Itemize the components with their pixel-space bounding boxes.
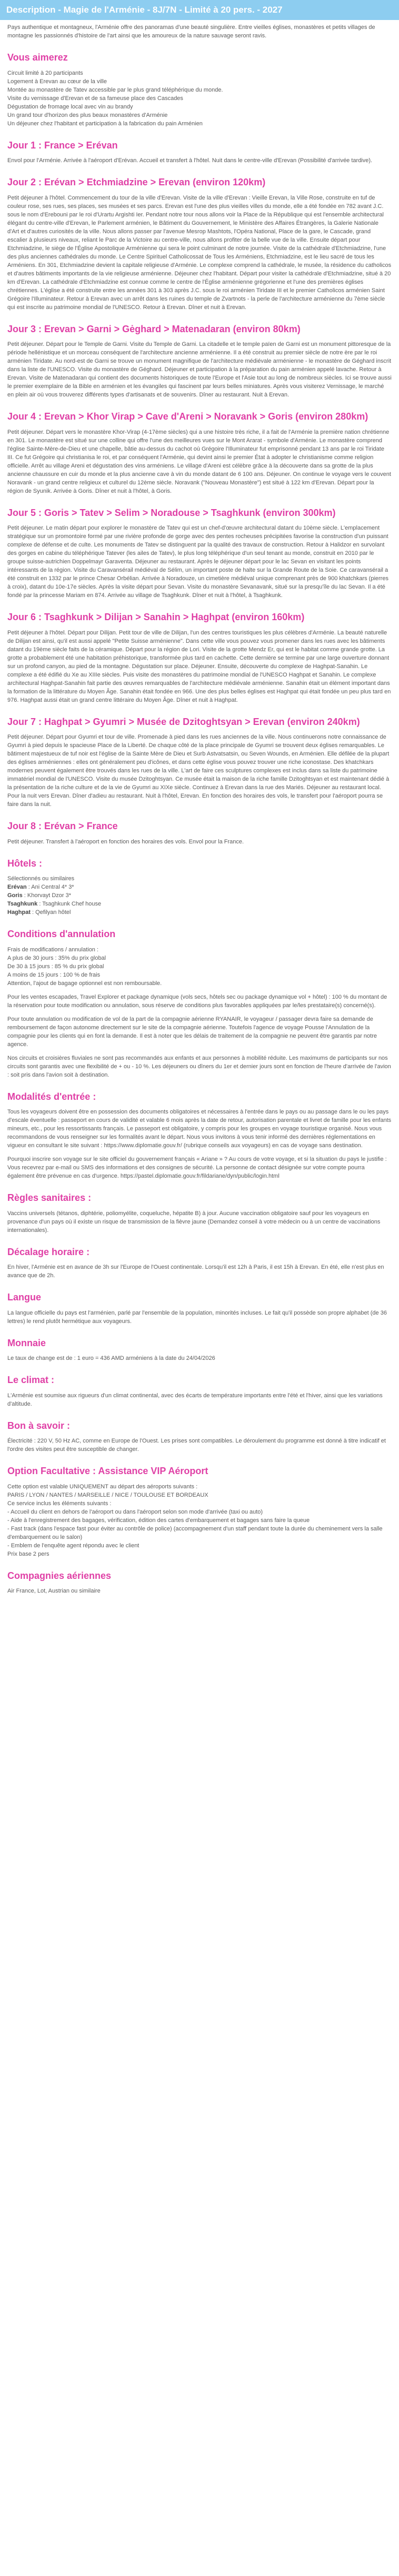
good-to-know-text: Électricité : 220 V, 50 Hz AC, comme en Europe de l'Ouest. Les prises sont compatibles. Le déroulement du programme est donné à titre indicatif et l'ordre des visites peut être susceptible de changer. — [7, 1438, 386, 1453]
intro-text: Pays authentique et montagneux, l'Arménie offre des panoramas d'une beauté singulière. Entre vieilles églises, monastères et petits villages de montagne les passionnés d'histoire de l'art ainsi que les amoureux de la nature sauvage seront ravis. — [7, 24, 375, 39]
list-item: Visite du vernissage d'Erevan et de sa fameuse place des Cascades — [7, 95, 183, 102]
day-4-text: Petit déjeuner. Départ vers le monastère Khor-Virap (4-17ème siècles) qui a une histoire très riche, il a fait de l'Arménie la première nation chrétienne en 301. Le monastère est situé sur une colline qui offre l'une des meilleures vues sur le Mont Ararat - symbole d'Arménie. Le monastère comprend l'église Sainte-Mère-de-Dieu et une chapelle, bâtie au-dessus du cachot où Grégoire l'Illuminateur fut emprisonné pendant 13 ans par le roi Tiridate III. Ce fut Grégoire qui christianisa le roi, et par conséquent l'Arménie, qui devint ainsi le premier État à adopter le christianisme comme religion officielle. Arrêt au village Areni et dégustation des vins arméniens. Le village d'Areni est célèbre grâce à la découverte dans sa grotte de la plus ancienne chaussure en cuir du monde et la plus ancienne cave à vin du monde datant de 6 100 ans. Déjeuner. On continue le voyage vers le couvent Noravank - un grand centre religieux et culturel du 12ème siècle. Noravank ("Nouveau Monastère") est situé à 122 km d'Erevan. Départ pour la région de Syunik. Arrivée à Goris. Dîner et nuit à l'hôtel, à Goris. — [7, 429, 391, 494]
airlines-text: Air France, Lot, Austrian ou similaire — [7, 1588, 101, 1595]
section-title-jour6: Jour 6 : Tsaghkunk > Dilijan > Sanahin > Haghpat (environ 160km) — [7, 612, 305, 623]
highlights-list — [7, 69, 392, 128]
hotels-subtitle: Sélectionnés ou similaires — [7, 876, 75, 882]
section-title-jour3: Jour 3 : Erevan > Garni > Gėghard > Matenadaran (environ 80km) — [7, 323, 301, 334]
hotels-list — [7, 874, 392, 917]
day-1-text: Envol pour l'Arménie. Arrivée à l'aéroport d'Erévan. Accueil et transfert à l'hôtel. Nuit dans le centre-ville d'Erevan (Possibilité d'arrivée tardive). — [7, 157, 373, 164]
hotel-city: Erévan — [7, 884, 27, 891]
section-title-langue: Langue — [7, 1292, 42, 1303]
hotel-city: Goris — [7, 892, 23, 899]
section-title-jour8: Jour 8 : Erévan > France — [7, 821, 118, 832]
section-title-jour2: Jour 2 : Erévan > Etchmiadzine > Erevan (environ 120km) — [7, 177, 266, 188]
section-title-monnaie: Monnaie — [7, 1337, 46, 1348]
section-title-sanitaires: Règles sanitaires : — [7, 1192, 92, 1204]
language-text: La langue officielle du pays est l'arménien, parlé par l'ensemble de la population, minorités incluses. Le fait qu'il possède son propre alphabet (de 36 lettres) le rend plutôt hermétique aux voyageurs. — [7, 1309, 387, 1325]
section-title-aimerez: Vous aimerez — [7, 52, 68, 63]
list-item: Montée au monastère de Tatev accessible par le plus grand téléphérique du monde. — [7, 86, 223, 93]
climate-text: L'Arménie est soumise aux rigueurs d'un climat continental, avec des écarts de température importants entre l'été et l'hiver, ainsi que les variations d'altitude. — [7, 1392, 383, 1407]
currency-text: Le taux de change est de : 1 euro = 436 AMD arméniens à la date du 24/04/2026 — [7, 1355, 215, 1362]
day-2-text: Petit déjeuner à l'hôtel. Commencement du tour de la ville d'Erevan. Visite de la ville d'Erevan : Vieille Erevan, la Ville Rose, construite en tuf de couleur rose, ses rues, ses places, ses musées et ses parcs. Erevan est l'une des plus vieilles villes du monde, elle a été fondée en 782 avant J.C. sous le nom d'Erebouni par le roi d'Urartu Argishti Ier. Pendant notre tour nous allons voir la Place de la République qui est l'ensemble architectural élégant du centre-ville d'Erevan, le Parlement arménien, le Bâtiment du Gouvernement, le Ministère des Affaires Étrangères, la Galerie Nationale d'Art et d'autres curiosités de la ville. Nous allons passer par l'avenue Mesrop Mashtots, l'Opéra National, Place de la gare, le Cascade, grand escalier à plusieurs niveaux, reliant le Parc de la Victoire au centre-ville, nous allons profiter de la belle vue de la ville. Ensuite départ pour Etchmiadzine, le siège de l'Église Apostolique Arménienne qui sera le point culminant de notre journée. Visite de la cathédrale d'Etchmiadzine, l'une des plus anciennes cathédrales du monde. Le Centre Spirituel Catholicossat de Tous les Arméniens, Etchmiadzine, est le lieu sacré de tous les Arméniens. En 301, Etchmiadzine devient la capitale religieuse d'Arménie. Le complexe comprend la cathédrale, le musée, la résidence du catholicos et d'autres bâtiments importants de la vie religieuse arménienne. Déjeuner chez l'habitant. Départ pour visiter la cathédrale d'Etchmiadzine, situé à 20 km d'Erevan. La cathédrale d'Etchmiadzine est connue comme le centre de l'Église arménienne grégorienne et l'une des premières églises chrétiennes. L'église a été construite entre les années 301 à 303 après J.C. sous le roi arménien Tiridate III et le premier Catholicos arménien Saint Grégoire l'Illuminateur. Retour à Erevan avec un arrêt dans les ruines du temple de Zvartnots - la perle de l'architecture arménienne du 7ème siècle qui est inscrite au patrimoine mondial de l'UNESCO. Retour à Erevan. Dîner et nuit à Erevan. — [7, 194, 392, 311]
section-title-jour7: Jour 7 : Haghpat > Gyumri > Musée de Dzitoghtsyan > Erevan (environ 240km) — [7, 716, 360, 727]
page-title-banner: Description - Magie de l'Arménie - 8J/7N - Limité à 20 pers. - 2027 — [0, 0, 399, 20]
section-title-hotels: Hôtels : — [7, 858, 43, 869]
hotel-item — [7, 900, 392, 908]
hotel-item — [7, 908, 392, 917]
section-title-jour4: Jour 4 : Erevan > Khor Virap > Cave d'Areni > Noravank > Goris (environ 280km) — [7, 411, 368, 422]
section-title-formalites: Modalités d'entrée : — [7, 1091, 96, 1102]
day-5-text: Petit déjeuner. Le matin départ pour explorer le monastère de Tatev qui est un chef-d'œuvre architectural datant du 10ème siècle. L'emplacement stratégique sur un promontoire formé par une rivière profonde de gorge avec des pentes rocheuses précipitées favorise la construction d'un puissant complexe de défense et de culte. Les monuments de Tatev se distinguent par la qualité des travaux de construction. Retour à Halidzor en survolant des gorges en cabine du téléphérique Tatever (les ailes de Tatev), le plus long téléphérique d'un seul tenant au monde, construit en 2010 par le groupe suisse-autrichien Doppelmayr Garaventa. Déjeuner au restaurant. Après le déjeuner départ pour le lac Sevan en visitant les points intéressants de la région. Visite du Caravansérail médiéval de Sélim, un important poste de halte sur la Grande Route de la Soie. Ce caravansérail a été construit en 1332 par le prince Chesar Orbélian. Arrivée à Noradouze, un cimetière médiéval unique comprenant près de 900 khatchkars (pierres à croix), datant du 10e-17e siècles. Après la visite départ pour Sevan. Visite du monastère Sevanavank, situé sur la presqu'île du lac Sevan. Il a été fondé par la princesse Mariam en 874. Arrivée au village de Tsaghkunk. Dîner et nuit à l'hôtel, à Tsaghkunk. — [7, 525, 388, 599]
hotel-item — [7, 891, 392, 900]
section-title-jour5: Jour 5 : Goris > Tatev > Selim > Noradouse > Tsaghkunk (environ 300km) — [7, 507, 336, 518]
health-text: Vaccins universels (tétanos, diphtérie, poliomyélite, coqueluche, hépatite B) à jour. Aucune vaccination obligatoire sauf pour les voyageurs en provenance d'un pays où il existe un risque de transmission de la fièvre jaune (Demandez conseil à votre médecin ou à un centre de vaccinations internationales). — [7, 1210, 381, 1234]
vip-assistance-text: Cette option est valable UNIQUEMENT au départ des aéroports suivants : PARIS / LYON / NANTES / MARSEILLE / NICE / TOULOUSE ET BORDEAUX Ce service inclus les éléments suivants : - Accueil du client en dehors de l'aéroport ou dans l'aéroport selon son mode d'arrivée (taxi ou auto) - Aide à l'enregistrement des bagages, vérification, édition des cartes d'embarquement et bagages sans faire la queue - Fast track (dans l'espace fast pour éviter au contrôle de police) (accompagnement d'un staff pendant toute la durée du cheminement vers la salle d'embarquement ou le salon) - Emblem de l'enquête agent répondu avec le client Prix base 2 pers — [7, 1483, 383, 1557]
cancellation-notes-text: Nos circuits et croisières fluviales ne sont pas recommandés aux enfants et aux personnes à mobilité réduite. Les maximums de participants sur nos circuits sont garantis avec une flexibilité de + ou - 10 %. Les déjeuners ou dîners du 1er et dernier jours sont en fonction de l'heure d'arrivée de l'avion : soit pris dans l'avion soit à destination. — [7, 1055, 391, 1078]
cancellation-ryanair-text: Pour toute annulation ou modification de vol de la part de la compagnie aérienne RYANAIR, le voyageur / passager devra faire sa demande de remboursement de façon autonome directement sur le site de la compagnie aérienne. Toutefois l'agence de voyage Pousse l'Annulation de la compagnie pour les clients qui en font la demande. Il est à noter que les délais de traitement de la compagnie ne peuvent être garantis par notre agence. — [7, 1016, 377, 1048]
hotel-name: : Qefilyan hôtel — [31, 909, 71, 916]
entry-ariane-text: Pourquoi inscrire son voyage sur le site officiel du gouvernement français « Ariane » ? Au cours de votre voyage, et si la situation du pays le justifie : Vous recevrez par e-mail ou SMS des informations et des consignes de sécurité. La personne de contact désignée sur votre compte pourra également être prévenue en cas d'urgence. https://pastel.diplomatie.gouv.fr/fildariane/dyn/public/login.html — [7, 1156, 387, 1180]
day-8-text: Petit déjeuner. Transfert à l'aéroport en fonction des horaires des vols. Envol pour la France. — [7, 838, 244, 845]
section-title-annulation: Conditions d'annulation — [7, 929, 116, 940]
list-item: Dégustation de fromage local avec vin au brandy — [7, 103, 133, 110]
hotel-city: Haghpat — [7, 909, 31, 916]
entry-documents-text: Tous les voyageurs doivent être en possession des documents obligatoires et nécessaires à l'entrée dans le pays ou au passage dans le ou les pays d'escale éventuelle : passeport en cours de validité et valable 6 mois après la date de retour, autorisation parentale et livret de famille pour les enfants mineurs, etc., pour les ressortissants français. Le passeport est obligatoire, y compris pour les groupes en voyage touristique organisé. Nous vous recommandons de vous renseigner sur les formalités avant le départ. Nous vous invitons à vous tenir informé des dernières réglementations en vigueur en consultant le site suivant : https://www.diplomatie.gouv.fr/ (rubrique conseils aux voyageurs) en cas de voyage sans destination. — [7, 1109, 392, 1149]
day-3-text: Petit déjeuner. Départ pour le Temple de Garni. Visite du Temple de Garni. La citadelle et le temple païen de Garni est un monument pittoresque de la période hellénistique et un morceau conséquent de l'architecture ancienne arménienne. Il a été construit au premier siècle de notre ère par le roi arménien Tiridate. Au nord-est de Garni se trouve un monument magnifique de l'architecture médiévale arménienne - le monastère de Géghard inscrit dans la liste de l'UNESCO. Visite du monastère de Géghard. Déjeuner et participation à la préparation du pain arménien appelé lavache. Retour à Erevan. Visite de Matenadaran qui contient des documents historiques de toute l'Europe et l'Asie tout au long de nombreux siècles. Ici se trouve aussi le premier exemplaire de la Bible en arménien et les évangiles qui fascinent par leurs belles miniatures. Après vous visiterez Vernissage, le marché en plein air où vous trouverez différents types d'artisanats et de souvenirs. Dîner au restaurant. Nuit à Erevan. — [7, 341, 392, 399]
list-item: Logement à Erevan au cœur de la ville — [7, 78, 107, 85]
day-7-text: Petit déjeuner. Départ pour Gyumri et tour de ville. Promenade à pied dans les rues anciennes de la ville. Nous continuerons notre connaissance de Gyumri à pied depuis le spacieuse Place de la Liberté. De chaque côté de la place principale de Gyumri se trouvent deux églises remarquables. Le bâtiment majestueux de tuf noir est l'église de la Sainte Mère de Dieu et Surb Astvatsatsin, ou Seven Wounds, en Arménien. Elle défilée de la plupart des églises arméniennes : elles ont généralement peu d'icônes, et dans cette église vous pouvez trouver une riche iconostase. Des khatchkars modernes peuvent également être trouvés dans les rues de la ville. L'art de faire ces sculptures complexes est inclus dans sa liste du patrimoine immatériel mondial de l'UNESCO. Visite du musée Dzitoghtsyan. Ce musée était la maison de la riche famille Dzitoghtsyan et est maintenant dédié à la présentation de la riche culture et de la vie de Gyumri au XIXe siècle. Continuez à Erevan dans la rue des Mariés. Déjeuner au restaurant local. Pour la nuit vers Erevan. Dîner d'adieu au restaurant. Nuit à l'hôtel, Erevan. En fonction des horaires des vols, le transfert pour l'aéroport pourra se faire dans la nuit. — [7, 734, 390, 808]
section-title-jour1: Jour 1 : France > Erévan — [7, 140, 118, 151]
section-title-decalage: Décalage horaire : — [7, 1246, 90, 1257]
timezone-text: En hiver, l'Arménie est en avance de 3h sur l'Europe de l'Ouest continentale. Lorsqu'il est 12h à Paris, il est 15h à Erevan. En été, elle n'est plus en avance que de 2h. — [7, 1264, 384, 1279]
cancellation-packages-text: Pour les ventes escapades, Travel Explorer et package dynamique (vols secs, hôtels sec ou package dynamique vol + hôtel) : 100 % du montant de la réservation pour toute modification ou annulation, sous réserve de conditions plus favorables appliquées par le/les prestataire(s) concerné(s). — [7, 993, 387, 1009]
section-title-savoir: Bon à savoir : — [7, 1420, 71, 1431]
section-title-assistance: Option Facultative : Assistance VIP Aéroport — [7, 1466, 208, 1477]
day-6-text: Petit déjeuner à l'hôtel. Départ pour Dilijan. Petit tour de ville de Dilijan, l'un des centres touristiques les plus célèbres d'Arménie. La beauté naturelle de Dilijan est ainsi, qu'il est aussi appelé "Petite Suisse arménienne". Dans cette ville vous pouvez vous promener dans les rues avec les bâtiments datant du 19ème siècle faits de la céramique. Départ pour la région de Lori. Visite de la grotte Mendz Er, qui est le habitat comme grande grotte. La grotte a probablement été une habitation préhistorique, transformée plus tard en cachette. Cette dernière se termine par une large ouverture donnant sur un profond canyon, au pied de la montagne. Dégustation sur place. Déjeuner. Ensuite, découverte du complexe de Haghpat-Sanahin. Le complexe a été édifié du Xe au XIIIe siècles. Puis visite des monastères du patrimoine mondial de l'UNESCO Haghpat et Sanahin. Le complexe architectural Haghpat-Sanahin fait partie des œuvres remarquables de l'architecture médiévale arménienne. Sanahin était un élément important dans la formation de la littérature du Moyen Âge. Sanahin était fondée en 966. Une des plus belles églises est Haghpat qui était fondée un peu plus tard en 976. Haghpat aussi était un grand centre littéraire du Moyen Âge. Dîner et nuit à Haghpat. — [7, 629, 391, 703]
section-title-compagnies: Compagnies aériennes — [7, 1570, 112, 1581]
list-item: Un déjeuner chez l'habitant et participation à la fabrication du pain Arménien — [7, 120, 203, 127]
hotel-item — [7, 883, 392, 891]
section-title-climat: Le climat : — [7, 1375, 55, 1386]
hotel-name: : Ani Central 4* 3* — [26, 884, 74, 891]
hotel-city: Tsaghkunk — [7, 901, 38, 908]
hotel-name: : Khorvayt Dzor 3* — [22, 892, 72, 899]
list-item: Un grand tour d'horizon des plus beaux monastères d'Arménie — [7, 112, 168, 118]
description-content — [0, 20, 399, 1611]
cancellation-fees-text: Frais de modifications / annulation : A plus de 30 jours : 35% du prix global De 30 à 15 jours : 85 % du prix global A moins de 15 jours : 100 % de frais Attention, l'ajout de bagage optionnel est non remboursable. — [7, 946, 162, 987]
hotel-name: : Tsaghkunk Chef house — [37, 901, 102, 908]
list-item: Circuit limité à 20 participants — [7, 69, 83, 76]
